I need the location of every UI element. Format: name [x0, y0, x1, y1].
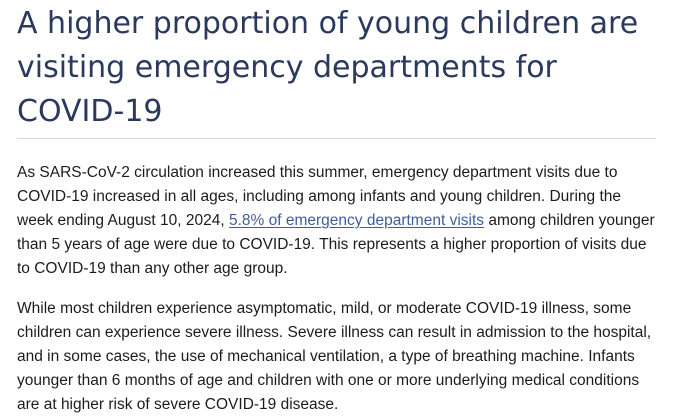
paragraph-2: While most children experience asymptomatic, mild, or moderate COVID-19 illness, some children can experience severe illness. Severe illness can result in admission to the hospital, and in some cases, the use of mechanical ventilation, a type of breathing machine. Infants younger than 6 months of age and children with one or more underlying medical conditions are at higher risk of severe COVID-19 disease.: [17, 300, 652, 413]
paragraph-1: [17, 161, 657, 281]
ed-visits-link[interactable]: 5.8% of emergency department visits: [229, 212, 485, 229]
title-divider: [17, 138, 656, 139]
page-title: A higher proportion of young children are visiting emergency departments for COVID-19: [17, 6, 639, 129]
paragraph-1-text-start: As SARS-CoV-2 circulation increased this summer, emergency department visits due to COVID-19 increased in all ages, including among infants and young children. During the week ending August 10, 2024,: [17, 164, 621, 229]
paragraph-1-text-end: among children younger than 5 years of age were due to COVID-19. This represents a higher proportion of visits due to COVID-19 than any other age group.: [17, 212, 655, 277]
article: [17, 0, 657, 417]
